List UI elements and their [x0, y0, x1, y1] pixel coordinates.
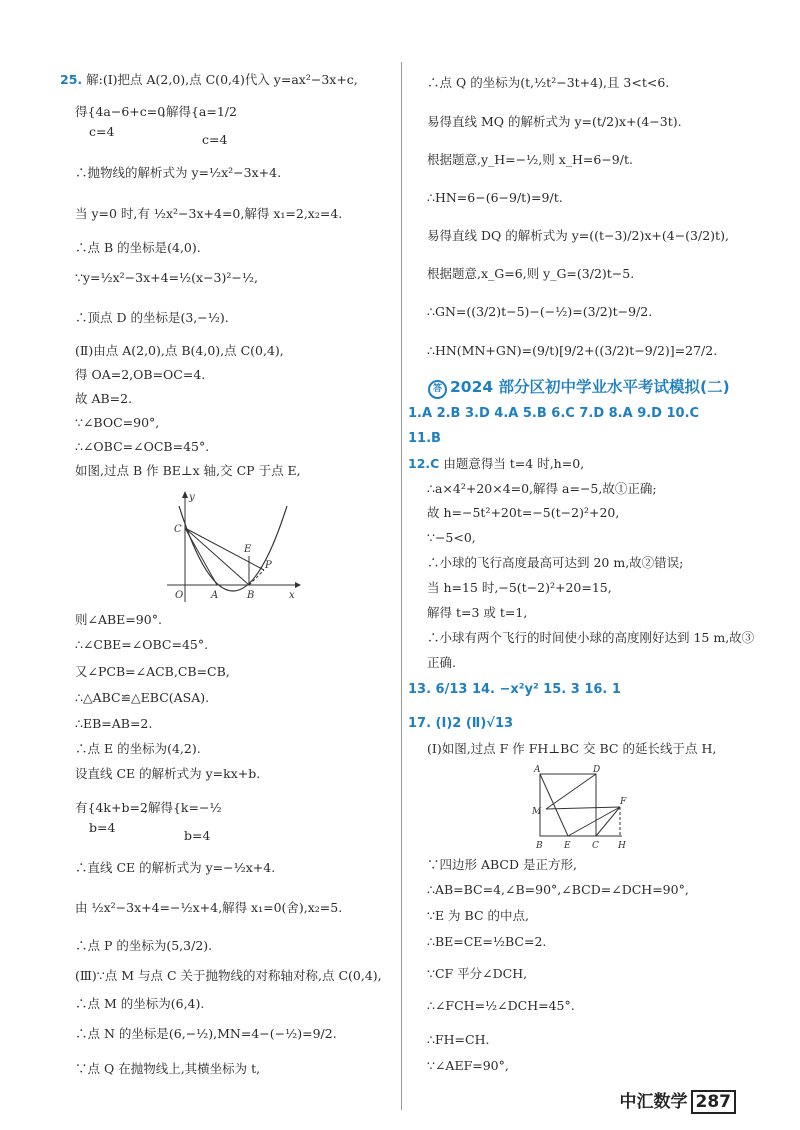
- line-point-n: ∴点 N 的坐标是(6,−½),MN=4−(−½)=9/2.: [75, 1026, 337, 1041]
- line-point-e: ∴点 E 的坐标为(4,2).: [75, 741, 201, 756]
- segment-md: [546, 774, 596, 809]
- line-mq: 易得直线 MQ 的解析式为 y=(t/2)x+(4−3t).: [427, 114, 682, 129]
- line-congruent: ∴△ABC≌△EBC(ASA).: [75, 690, 210, 705]
- line-hn: ∴HN=6−(6−9/t)=9/t.: [427, 190, 563, 205]
- line-ab-bc: ∴AB=BC=4,∠B=90°,∠BCD=∠DCH=90°,: [427, 882, 689, 897]
- label-o: O: [175, 590, 184, 601]
- line-part3: (Ⅲ)∵点 M 与点 C 关于抛物线的对称轴对称,点 C(0,4),: [75, 968, 382, 983]
- line-be-ce: ∴BE=CE=½BC=2.: [427, 934, 547, 949]
- line-ab: 故 AB=2.: [75, 391, 133, 406]
- line-solve-a: ∴a×4²+20×4=0,解得 a=−5,故①正确;: [427, 481, 657, 496]
- line-oa-ob: 得 OA=2,OB=OC=4.: [75, 367, 206, 382]
- line-dq: 易得直线 DQ 的解析式为 y=((t−3)/2)x+(4−(3/2)t),: [427, 228, 729, 243]
- line-gn: ∴GN=((3/2)t−5)−(−½)=(3/2)t−9/2.: [427, 304, 653, 319]
- label-d: D: [593, 765, 601, 775]
- line-angle-boc: ∵∠BOC=90°,: [75, 415, 160, 430]
- label-f: F: [620, 797, 627, 807]
- square-figure: [530, 764, 640, 854]
- line-angle-cbe: ∴∠CBE=∠OBC=45°.: [75, 637, 209, 652]
- answer-badge-icon: 答: [428, 380, 447, 399]
- label-a: A: [534, 765, 541, 775]
- line-yg: 根据题意,x_G=6,则 y_G=(3/2)t−5.: [427, 266, 635, 281]
- label-e: E: [244, 544, 252, 555]
- line-set-ce: 设直线 CE 的解析式为 y=kx+b.: [75, 766, 261, 781]
- line-roots: 当 y=0 时,有 ½x²−3x+4=0,解得 x₁=2,x₂=4.: [75, 206, 343, 221]
- line-point-b: ∴点 B 的坐标是(4,0).: [75, 240, 201, 255]
- label-a: A: [211, 590, 219, 601]
- line-17-construct: (Ⅰ)如图,过点 F 作 FH⊥BC 交 BC 的延长线于点 H,: [427, 741, 717, 756]
- footer-brand: 中汇数学: [619, 1092, 688, 1112]
- system-2-solution-b: b=4: [184, 828, 211, 843]
- line-parabola: ∴抛物线的解析式为 y=½x²−3x+4.: [75, 165, 282, 180]
- label-e: E: [564, 841, 571, 851]
- system-1-solution-c: c=4: [202, 132, 228, 147]
- column-divider: [401, 62, 402, 1110]
- label-b: B: [536, 841, 543, 851]
- label-x: x: [289, 590, 295, 601]
- segment-ef: [568, 807, 620, 836]
- label-y: y: [189, 492, 195, 503]
- label-h: H: [618, 841, 626, 851]
- line-aef: ∵∠AEF=90°,: [427, 1058, 509, 1073]
- q12-line: 12.C 由题意得当 t=4 时,h=0,: [408, 456, 585, 471]
- label-b: B: [247, 590, 255, 601]
- line-point-m: ∴点 M 的坐标为(6,4).: [75, 996, 205, 1011]
- q12-label: 12.C: [408, 456, 440, 471]
- line-fch: ∴∠FCH=½∠DCH=45°.: [427, 998, 575, 1013]
- x-axis-arrow: [295, 582, 301, 588]
- line-two-times: ∴小球有两个飞行的时间使小球的高度刚好达到 15 m,故③: [427, 630, 755, 645]
- line-fh-ch: ∴FH=CH.: [427, 1032, 490, 1047]
- segment-cf: [596, 807, 620, 836]
- parabola-figure: [165, 488, 305, 604]
- line-angle-abe: 则∠ABE=90°.: [75, 612, 162, 627]
- q25-label: 25.: [60, 72, 83, 87]
- line-part2: (Ⅱ)由点 A(2,0),点 B(4,0),点 C(0,4),: [75, 343, 284, 358]
- line-q-coords: ∴点 Q 的坐标为(t,½t²−3t+4),且 3<t<6.: [427, 75, 670, 90]
- label-p: P: [265, 560, 272, 571]
- answers-13-16: 13. 6/13 14. −x²y² 15. 3 16. 1: [408, 682, 621, 697]
- line-h-form: 故 h=−5t²+20t=−5(t−2)²+20,: [427, 505, 620, 520]
- line-h15: 当 h=15 时,−5(t−2)²+20=15,: [427, 580, 612, 595]
- line-max-height: ∴小球的飞行高度最高可达到 20 m,故②错误;: [427, 555, 684, 570]
- q25-line: 25. 解:(Ⅰ)把点 A(2,0),点 C(0,4)代入 y=ax²−3x+c,: [60, 72, 358, 87]
- line-intersection: 由 ½x²−3x+4=−½x+4,解得 x₁=0(舍),x₂=5.: [75, 900, 343, 915]
- line-e-midpoint: ∵E 为 BC 的中点,: [427, 908, 529, 923]
- system-2-eq1: 有{4k+b=2: [75, 800, 148, 815]
- answers-11: 11.B: [408, 431, 441, 446]
- line-vertex-d: ∴顶点 D 的坐标是(3,−½).: [75, 310, 229, 325]
- line-t-values: 解得 t=3 或 t=1,: [427, 605, 528, 620]
- line-cf-bisect: ∵CF 平分∠DCH,: [427, 966, 528, 981]
- segment-bp: [249, 570, 264, 585]
- line-correct: 正确.: [427, 655, 456, 670]
- system-2-solution: ,解得{k=−½: [144, 800, 222, 815]
- page-number: 287: [691, 1090, 737, 1114]
- line-vertex-form: ∵y=½x²−3x+4=½(x−3)²−½,: [75, 270, 258, 285]
- line-neg5: ∵−5<0,: [427, 530, 476, 545]
- answers-17: 17. (Ⅰ)2 (Ⅱ)√13: [408, 716, 514, 731]
- label-c: C: [592, 841, 599, 851]
- square-abcd: [540, 774, 596, 836]
- system-2-eq2: b=4: [89, 820, 116, 835]
- segment-mf: [546, 807, 620, 809]
- line-point-q: ∵点 Q 在抛物线上,其横坐标为 t,: [75, 1061, 261, 1076]
- line-angle-obc: ∴∠OBC=∠OCB=45°.: [75, 439, 210, 454]
- line-construct-be: 如图,过点 B 作 BE⊥x 轴,交 CP 于点 E,: [75, 463, 301, 478]
- system-1-eq2: c=4: [89, 124, 115, 139]
- parabola-curve: [179, 506, 287, 591]
- page-footer: [620, 1087, 737, 1112]
- y-axis-arrow: [182, 491, 188, 498]
- line-ce-equation: ∴直线 CE 的解析式为 y=−½x+4.: [75, 860, 276, 875]
- line-point-p: ∴点 P 的坐标为(5,3/2).: [75, 938, 213, 953]
- answers-1-10: 1.A 2.B 3.D 4.A 5.B 6.C 7.D 8.A 9.D 10.C: [408, 406, 700, 421]
- line-xh: 根据题意,y_H=−½,则 x_H=6−9/t.: [427, 152, 633, 167]
- system-1-solution: ,解得{a=1/2: [162, 104, 237, 119]
- system-1-eq1: 得{4a−6+c=0: [75, 104, 166, 119]
- segment-ae: [540, 774, 568, 836]
- label-m: M: [532, 807, 542, 817]
- line-pcb: 又∠PCB=∠ACB,CB=CB,: [75, 664, 230, 679]
- line-result: ∴HN(MN+GN)=(9/t)[9/2+((3/2)t−9/2)]=27/2.: [427, 343, 718, 358]
- line-eb-ab: ∴EB=AB=2.: [75, 716, 153, 731]
- label-c: C: [174, 524, 182, 535]
- section-heading: 答 2024 部分区初中学业水平考试模拟(二): [428, 375, 730, 399]
- line-square: ∵四边形 ABCD 是正方形,: [427, 857, 577, 872]
